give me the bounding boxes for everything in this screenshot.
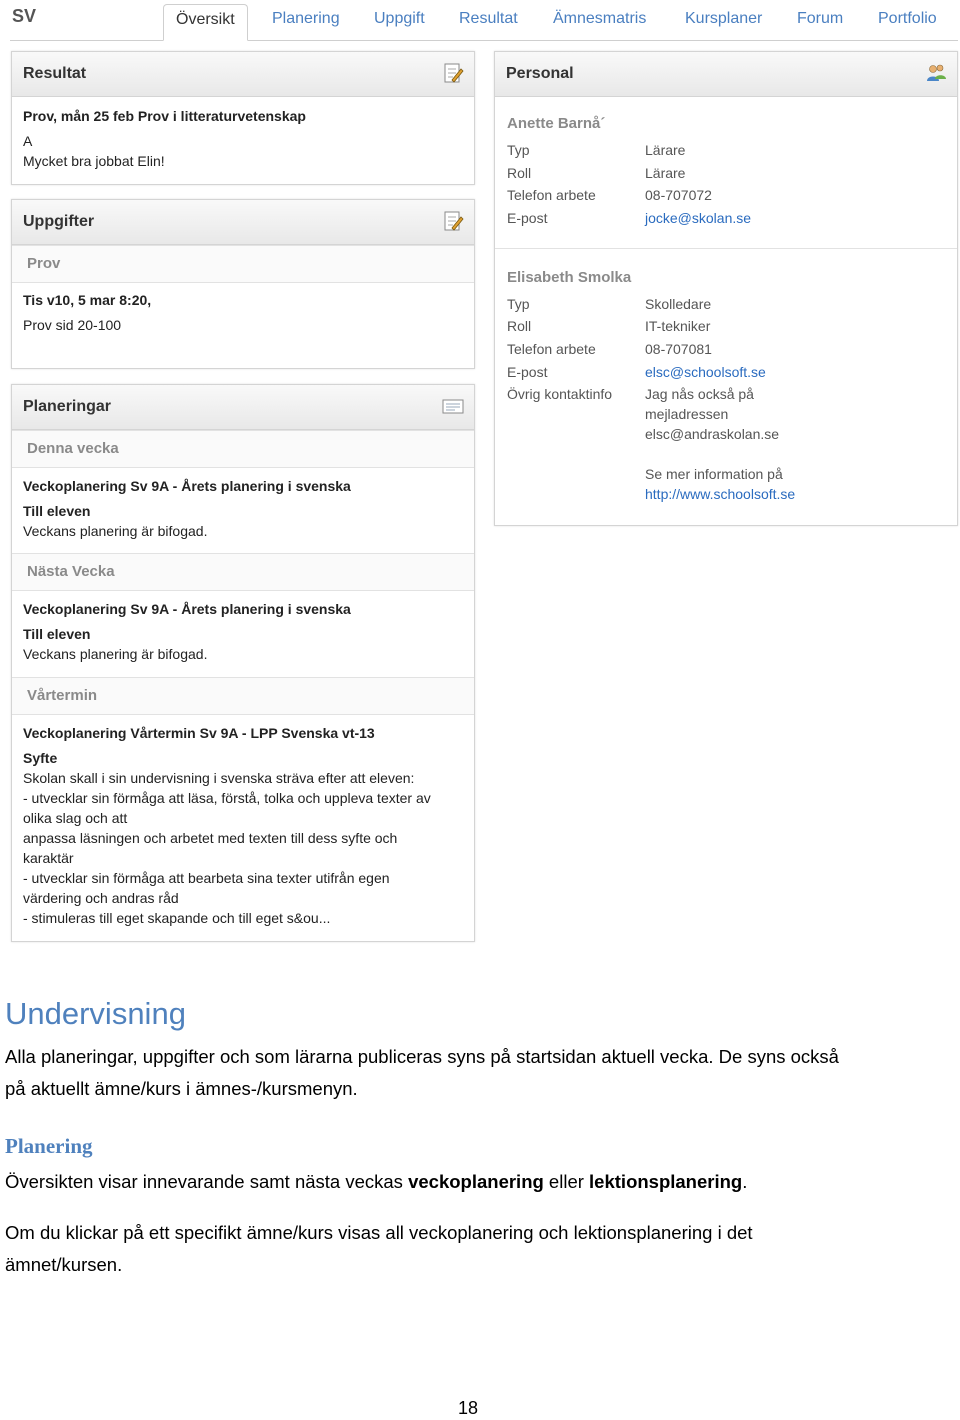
- planering-text: Veckans planering är bifogad.: [23, 646, 208, 662]
- uppgift-text: Prov sid 20-100: [23, 317, 122, 333]
- text-run: Översikten visar innevarande samt nästa veckas: [5, 1171, 409, 1192]
- paragraph-line: Alla planeringar, uppgifter och som lärarna publiceras syns på startsidan aktuell vecka. De syns också: [5, 1046, 839, 1067]
- tab-amnesmatris[interactable]: Ämnesmatris: [553, 10, 647, 27]
- top-navigation: [10, 0, 958, 41]
- subject-label: SV: [12, 6, 37, 26]
- field-value: 08-707072: [645, 187, 712, 203]
- personal-panel: [494, 51, 958, 526]
- planering-subtitle: Till eleven: [23, 503, 91, 519]
- field-value: Skolledare: [645, 296, 712, 312]
- tab-kursplaner[interactable]: Kursplaner: [685, 10, 763, 27]
- field-value: IT-tekniker: [645, 318, 711, 334]
- planering-title[interactable]: Veckoplanering Sv 9A - Årets planering i svenska: [23, 478, 351, 494]
- document-list-icon[interactable]: [442, 395, 464, 417]
- field-value: Se mer information på: [645, 466, 783, 482]
- field-value: 08-707081: [645, 341, 712, 357]
- divider: [495, 248, 957, 249]
- paragraph: [5, 1166, 747, 1198]
- planering-line: anpassa läsningen och arbetet med texten till dess syfte och: [23, 830, 398, 846]
- planering-line: värdering och andras råd: [23, 890, 179, 906]
- resultat-comment: Mycket bra jobbat Elin!: [23, 153, 165, 169]
- uppgift-date[interactable]: Tis v10, 5 mar 8:20,: [23, 292, 152, 308]
- bold-term: lektionsplanering: [589, 1171, 743, 1192]
- text-run: .: [742, 1171, 748, 1192]
- planering-subtitle: Till eleven: [23, 626, 91, 642]
- planering-line: Skolan skall i sin undervisning i svenska sträva efter att eleven:: [23, 770, 415, 786]
- tab-portfolio[interactable]: Portfolio: [878, 10, 937, 27]
- planeringar-panel: [11, 384, 475, 942]
- planeringar-header: [12, 385, 474, 430]
- field-label: Telefon arbete: [507, 187, 596, 203]
- planering-title[interactable]: Veckoplanering Vårtermin Sv 9A - LPP Svenska vt-13: [23, 725, 375, 741]
- planering-line: - stimuleras till eget skapande och till eget s&ou...: [23, 910, 331, 926]
- website-link[interactable]: http://www.schoolsoft.se: [645, 486, 796, 502]
- paragraph-line: ämnet/kursen.: [5, 1254, 123, 1275]
- field-label: Roll: [507, 165, 532, 181]
- planering-line: karaktär: [23, 850, 74, 866]
- tab-resultat[interactable]: Resultat: [459, 10, 518, 27]
- field-value: elsc@andraskolan.se: [645, 426, 780, 442]
- section-label: Vårtermin: [27, 687, 98, 704]
- planering-title[interactable]: Veckoplanering Sv 9A - Årets planering i svenska: [23, 601, 351, 617]
- resultat-header: [12, 52, 474, 97]
- personal-name: Anette Barnå´: [507, 115, 606, 132]
- tab-forum[interactable]: Forum: [797, 10, 844, 27]
- planering-text: Veckans planering är bifogad.: [23, 523, 208, 539]
- planering-line: olika slag och att: [23, 810, 128, 826]
- personal-header: [495, 52, 957, 97]
- edit-note-icon[interactable]: [442, 62, 464, 84]
- personal-title: Personal: [506, 65, 574, 82]
- field-label: Typ: [507, 296, 530, 312]
- field-value: mejladressen: [645, 406, 729, 422]
- tab-oversikt[interactable]: Översikt: [163, 4, 248, 41]
- section-heading: Undervisning: [5, 996, 186, 1031]
- resultat-title: Resultat: [23, 65, 87, 82]
- uppgifter-title: Uppgifter: [23, 213, 95, 230]
- edit-note-icon[interactable]: [442, 210, 464, 232]
- uppgifter-header: [12, 200, 474, 245]
- section-label: Denna vecka: [27, 440, 119, 457]
- resultat-panel: [11, 51, 475, 185]
- planering-subtitle: Syfte: [23, 750, 58, 766]
- section-label: Nästa Vecka: [27, 563, 115, 580]
- field-label: E-post: [507, 210, 548, 226]
- planering-line: - utvecklar sin förmåga att läsa, förstå, tolka och uppleva texter av: [23, 790, 431, 806]
- tab-planering[interactable]: Planering: [272, 10, 340, 27]
- field-label: E-post: [507, 364, 548, 380]
- page-number: 18: [458, 1398, 479, 1418]
- planering-line: - utvecklar sin förmåga att bearbeta sina texter utifrån egen: [23, 870, 390, 886]
- people-icon[interactable]: [925, 62, 947, 84]
- field-label: Övrig kontaktinfo: [507, 386, 613, 402]
- personal-name: Elisabeth Smolka: [507, 269, 632, 286]
- tab-uppgift[interactable]: Uppgift: [374, 10, 425, 27]
- field-value: Lärare: [645, 165, 686, 181]
- resultat-line[interactable]: Prov, mån 25 feb Prov i litteraturvetenskap: [23, 108, 306, 124]
- uppgifter-panel: [11, 199, 475, 369]
- field-value: Lärare: [645, 142, 686, 158]
- field-label: Roll: [507, 318, 532, 334]
- bold-term: veckoplanering: [408, 1171, 544, 1192]
- uppgifter-section: [12, 245, 474, 283]
- section-nasta-vecka: [12, 553, 474, 591]
- field-label: Typ: [507, 142, 530, 158]
- resultat-grade: A: [23, 133, 33, 149]
- paragraph-line: på aktuellt ämne/kurs i ämnes-/kursmenyn.: [5, 1078, 358, 1099]
- field-label: Telefon arbete: [507, 341, 596, 357]
- email-link[interactable]: elsc@schoolsoft.se: [645, 364, 766, 380]
- planeringar-title: Planeringar: [23, 398, 112, 415]
- section-denna-vecka: [12, 430, 474, 468]
- email-link[interactable]: jocke@skolan.se: [645, 210, 752, 226]
- section-vartermin: [12, 677, 474, 715]
- text-run: eller: [543, 1171, 590, 1192]
- field-value: Jag nås också på: [645, 386, 754, 402]
- paragraph-line: Om du klickar på ett specifikt ämne/kurs visas all veckoplanering och lektionsplanering i det: [5, 1222, 753, 1243]
- uppgifter-section-label: Prov: [27, 255, 61, 272]
- subheading: Planering: [5, 1134, 93, 1158]
